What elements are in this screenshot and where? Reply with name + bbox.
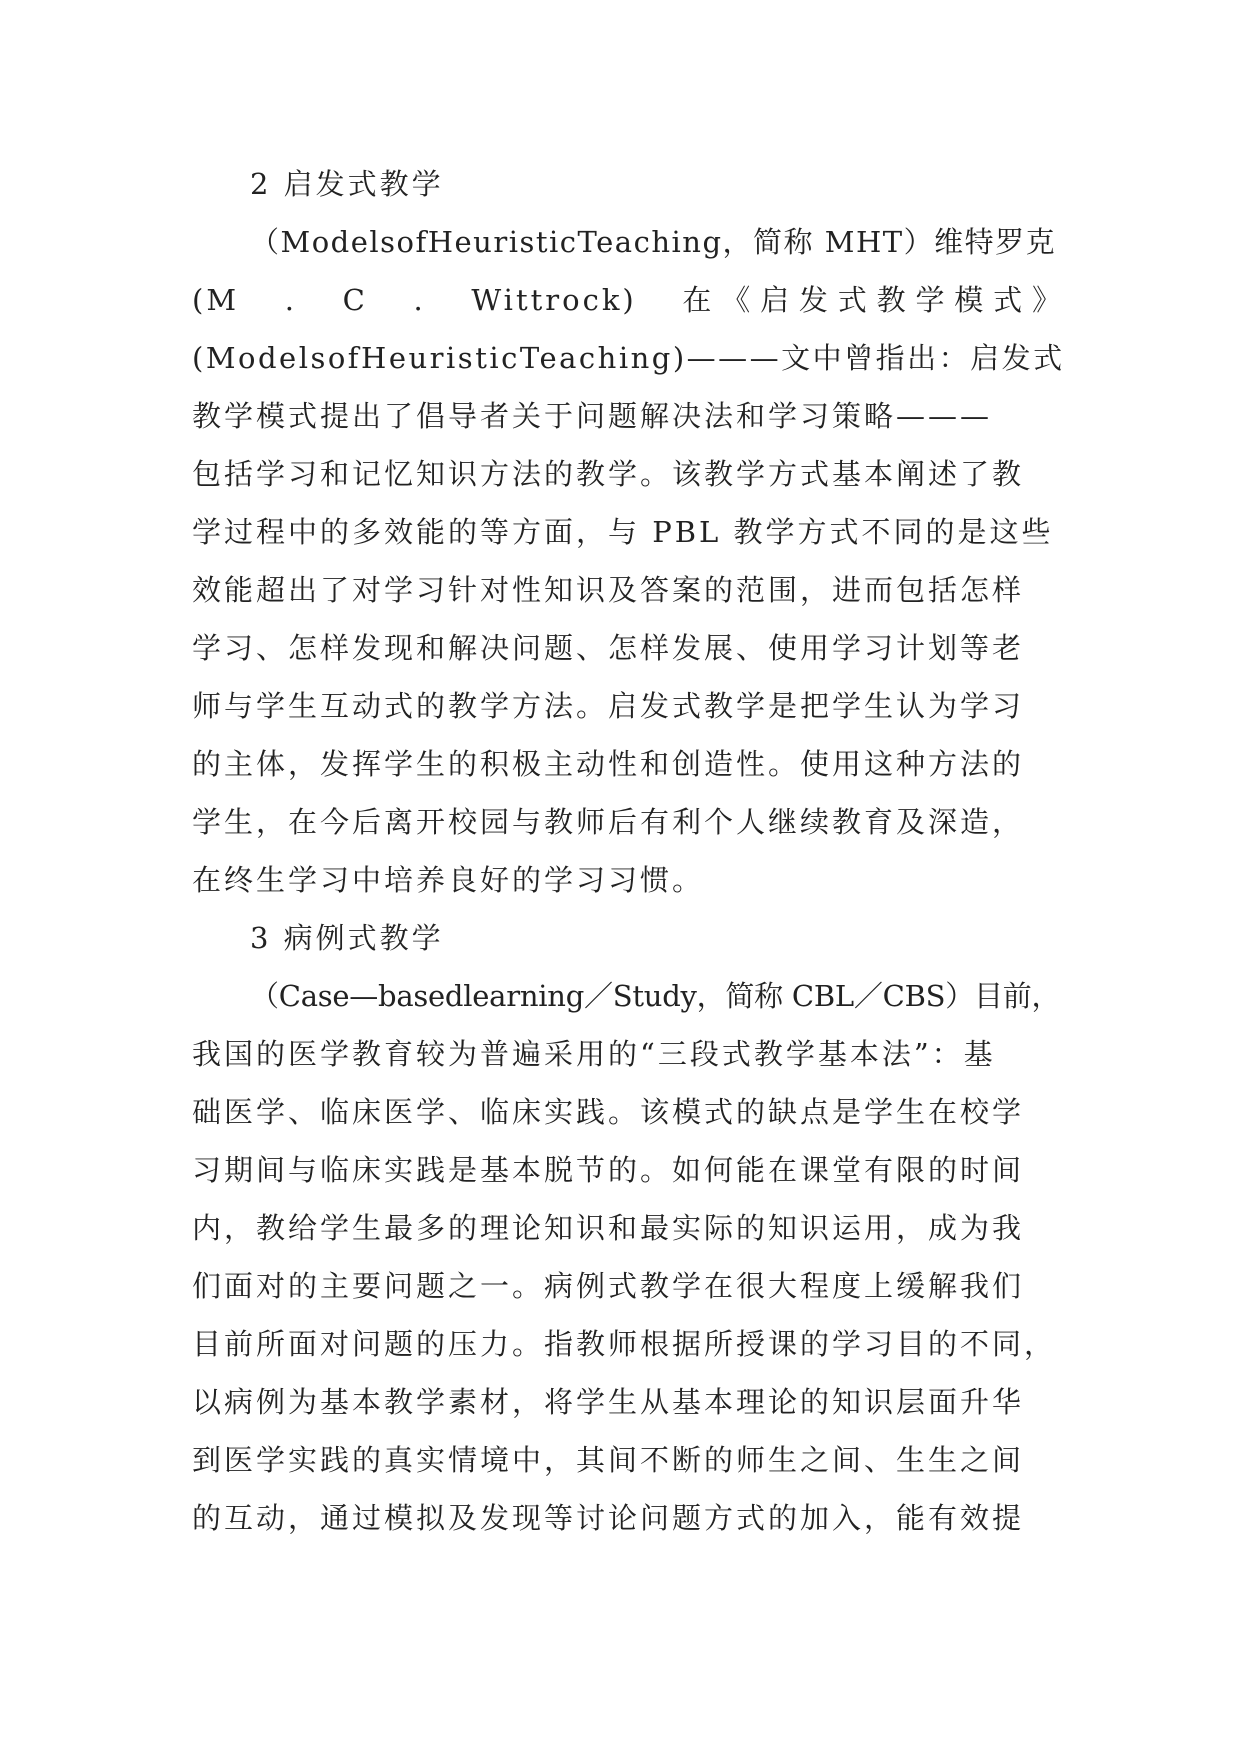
text-line: 教学模式提出了倡导者关于问题解决法和学习策略——— (192, 399, 993, 433)
text-line: 们面对的主要问题之一。病例式教学在很大程度上缓解我们 (192, 1269, 1025, 1303)
text-line: 学习、怎样发现和解决问题、怎样发展、使用学习计划等老 (192, 631, 1025, 665)
text-line: 我国的医学教育较为普遍采用的“三段式教学基本法”：基 (192, 1037, 996, 1071)
text-line: 的互动，通过模拟及发现等讨论问题方式的加入，能有效提 (192, 1501, 1025, 1535)
text-line: （ModelsofHeuristicTeaching，简称 MHT）维特罗克 (250, 225, 1057, 259)
text-line: 以病例为基本教学素材，将学生从基本理论的知识层面升华 (192, 1385, 1025, 1419)
text-line: 的主体，发挥学生的积极主动性和创造性。使用这种方法的 (192, 747, 1025, 781)
text-line: （Case—basedlearning／Study，简称 CBL／CBS）目前， (250, 979, 1061, 1013)
text-line: 2 启发式教学 (250, 167, 444, 201)
text-line: 到医学实践的真实情境中，其间不断的师生之间、生生之间 (192, 1443, 1025, 1477)
text-line: 效能超出了对学习针对性知识及答案的范围，进而包括怎样 (192, 573, 1025, 607)
text-line: 3 病例式教学 (250, 921, 444, 955)
text-line: (ModelsofHeuristicTeaching)———文中曾指出：启发式 (192, 341, 1065, 375)
text-line: 目前所面对问题的压力。指教师根据所授课的学习目的不同， (192, 1327, 1057, 1361)
text-line: 在终生学习中培养良好的学习习惯。 (192, 863, 705, 897)
text-line: 础医学、临床医学、临床实践。该模式的缺点是学生在校学 (192, 1095, 1025, 1129)
text-line: (M . C . Wittrock) 在《启发式教学模式》 (192, 283, 1064, 317)
text-line: 内，教给学生最多的理论知识和最实际的知识运用，成为我 (192, 1211, 1025, 1245)
text-line: 习期间与临床实践是基本脱节的。如何能在课堂有限的时间 (192, 1153, 1025, 1187)
text-line: 包括学习和记忆知识方法的教学。该教学方式基本阐述了教 (192, 457, 1025, 491)
text-line: 师与学生互动式的教学方法。启发式教学是把学生认为学习 (192, 689, 1025, 723)
body-text (192, 155, 1064, 1547)
text-line: 学过程中的多效能的等方面，与 PBL 教学方式不同的是这些 (192, 515, 1054, 549)
text-line: 学生，在今后离开校园与教师后有利个人继续教育及深造， (192, 805, 1025, 839)
